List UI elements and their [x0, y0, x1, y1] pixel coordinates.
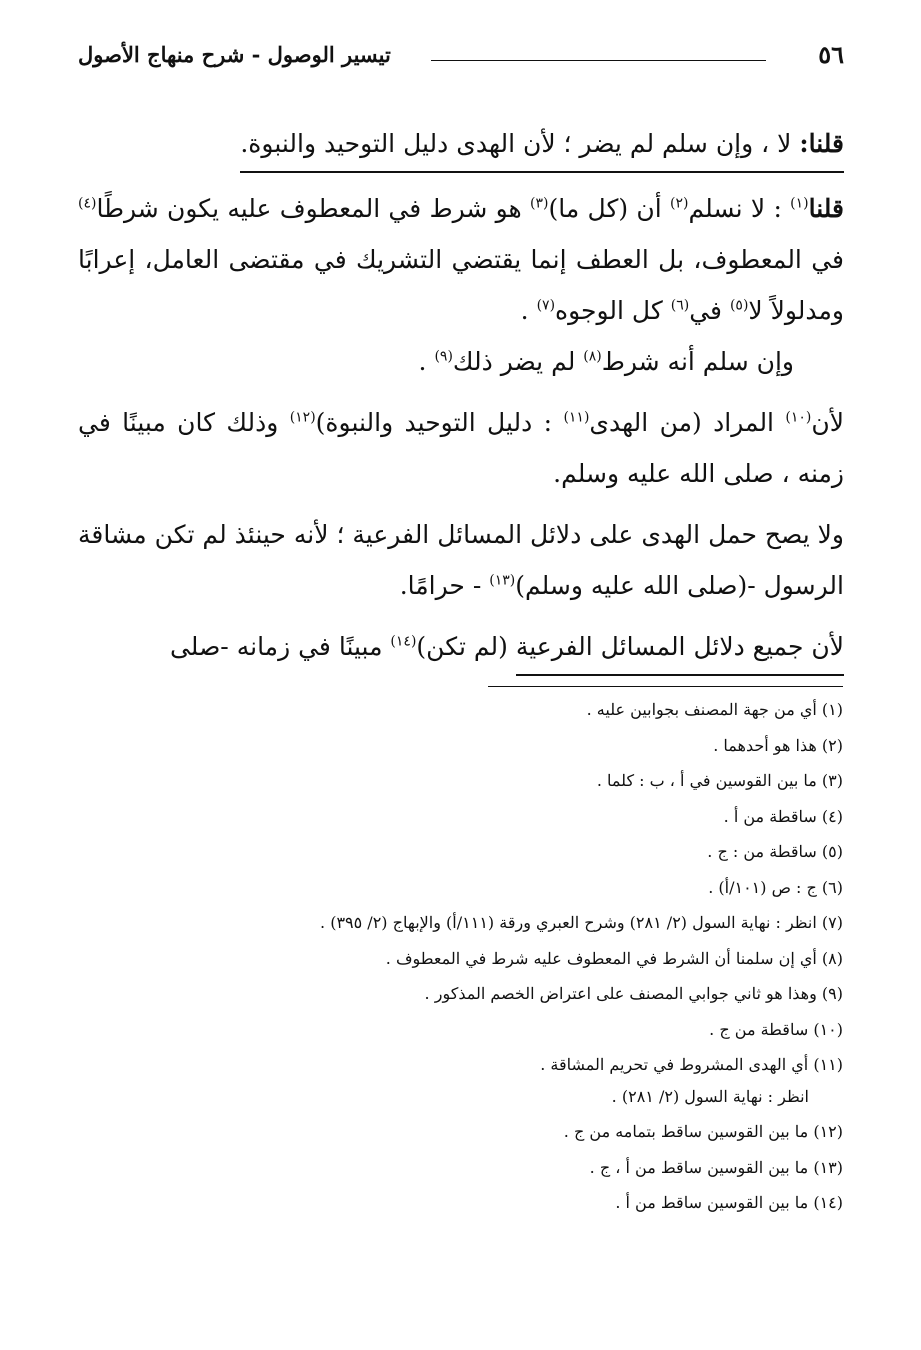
text-run: المراد (من الهدى: [589, 408, 786, 437]
paragraph-5: [78, 509, 844, 611]
lead-word: قلنا:: [799, 129, 844, 158]
text-run: أن (كل ما): [548, 194, 670, 223]
footnote-ref[interactable]: (٧): [536, 297, 556, 314]
footnote-ref[interactable]: (١٠): [785, 409, 812, 426]
text-run: (لم تكن): [416, 632, 516, 661]
paragraph-4: [78, 397, 844, 499]
footnote-ref[interactable]: (٢): [669, 195, 689, 212]
footnote-ref[interactable]: (١): [790, 195, 809, 212]
footnote: (١٣) ما بين القوسين ساقط من أ ، ج .: [589, 1157, 843, 1177]
text-run: ولا يصح حمل الهدى على دلائل المسائل الفرعية ؛ لأنه حينئذ لم تكن مشاقة الرسول -(صلى الله عليه وسلم): [78, 520, 844, 600]
text-run: .: [520, 296, 537, 325]
footnote-ref[interactable]: (٣): [530, 195, 549, 212]
text-run: لا ، وإن سلم لم يضر ؛ لأن الهدى دليل التوحيد والنبوة.: [240, 129, 800, 158]
text-run: هو شرط في المعطوف عليه يكون شرطًا: [96, 194, 531, 223]
footnote: (١١) أي الهدى المشروط في تحريم المشاقة .: [540, 1055, 843, 1074]
lead-word: قلنا: [808, 194, 844, 223]
footnote: (٣) ما بين القوسين في أ ، ب : كلما .: [596, 771, 843, 790]
footnote: (٩) وهذا هو ثاني جوابي المصنف على اعتراض الخصم المذكور .: [424, 984, 843, 1003]
text-run: لأن: [811, 408, 844, 437]
footnote: (٢) هذا هو أحدهما .: [713, 735, 843, 755]
text-run: لم يضر ذلك: [452, 347, 584, 376]
text-run: وإن سلم أنه شرط: [601, 347, 794, 376]
footnote-ref[interactable]: (١٤): [390, 633, 417, 650]
text-run: مبينًا في زمانه -صلى: [169, 632, 391, 661]
book-title: تيسير الوصول - شرح منهاج الأصول: [78, 42, 391, 67]
text-run: وذلك كان مبينًا في زمنه ، صلى الله عليه وسلم.: [78, 408, 844, 488]
main-text: [78, 118, 844, 676]
footnote-ref[interactable]: (٥): [729, 297, 749, 314]
underlined-matn: لأن جميع دلائل المسائل الفرعية: [516, 624, 844, 676]
paragraph-3: [78, 336, 844, 387]
footnote: (١٤) ما بين القوسين ساقط من أ .: [615, 1193, 843, 1212]
footnote: (٨) أي إن سلمنا أن الشرط في المعطوف عليه شرط في المعطوف .: [385, 948, 843, 968]
text-run: .: [418, 347, 435, 376]
page-number: ٥٦: [818, 40, 844, 69]
paragraph-6: [78, 621, 844, 676]
text-run: : لا نسلم: [688, 194, 791, 223]
footnote: (٧) انظر : نهاية السول (٢/ ٢٨١) وشرح العبري ورقة (١١١/أ) والإبهاج (٢/ ٣٩٥) .: [320, 913, 843, 932]
footnote: (١٢) ما بين القوسين ساقط بتمامه من ج .: [563, 1122, 843, 1141]
text-run: : دليل التوحيد والنبوة): [315, 408, 564, 437]
text-run: - حرامًا.: [399, 571, 490, 600]
footnote-ref[interactable]: (١١): [563, 409, 590, 426]
running-header: [78, 38, 844, 78]
footnote-separator: [488, 686, 843, 687]
footnote: (٦) ج : ص (١٠١/أ) .: [708, 877, 843, 897]
footnote: (١٠) ساقطة من ج .: [709, 1019, 843, 1039]
header-rule: [431, 60, 766, 61]
paragraph-2: [78, 183, 844, 336]
footnote-ref[interactable]: (٤): [78, 195, 97, 212]
footnote: (١) أي من جهة المصنف بجوابين عليه .: [586, 700, 843, 719]
paragraph-1: [78, 118, 844, 173]
footnote-continuation: انظر : نهاية السول (٢/ ٢٨١) .: [611, 1086, 809, 1106]
footnote-ref[interactable]: (٦): [670, 297, 690, 314]
footnote-ref[interactable]: (١٣): [489, 572, 516, 589]
footnote: (٥) ساقطة من : ج .: [707, 842, 843, 861]
text-run: في: [689, 296, 730, 325]
footnote-ref[interactable]: (١٢): [289, 409, 316, 426]
footnote-ref[interactable]: (٩): [434, 348, 453, 365]
footnote: (٤) ساقطة من أ .: [723, 806, 843, 826]
underlined-matn: [240, 121, 844, 173]
footnotes: [73, 692, 843, 1221]
text-run: في المعطوف، بل العطف إنما يقتضي التشريك في مقتضى العامل، إعرابًا ومدلولاً لا: [78, 245, 844, 325]
footnote-ref[interactable]: (٨): [583, 348, 602, 365]
text-run: كل الوجوه: [555, 296, 671, 325]
